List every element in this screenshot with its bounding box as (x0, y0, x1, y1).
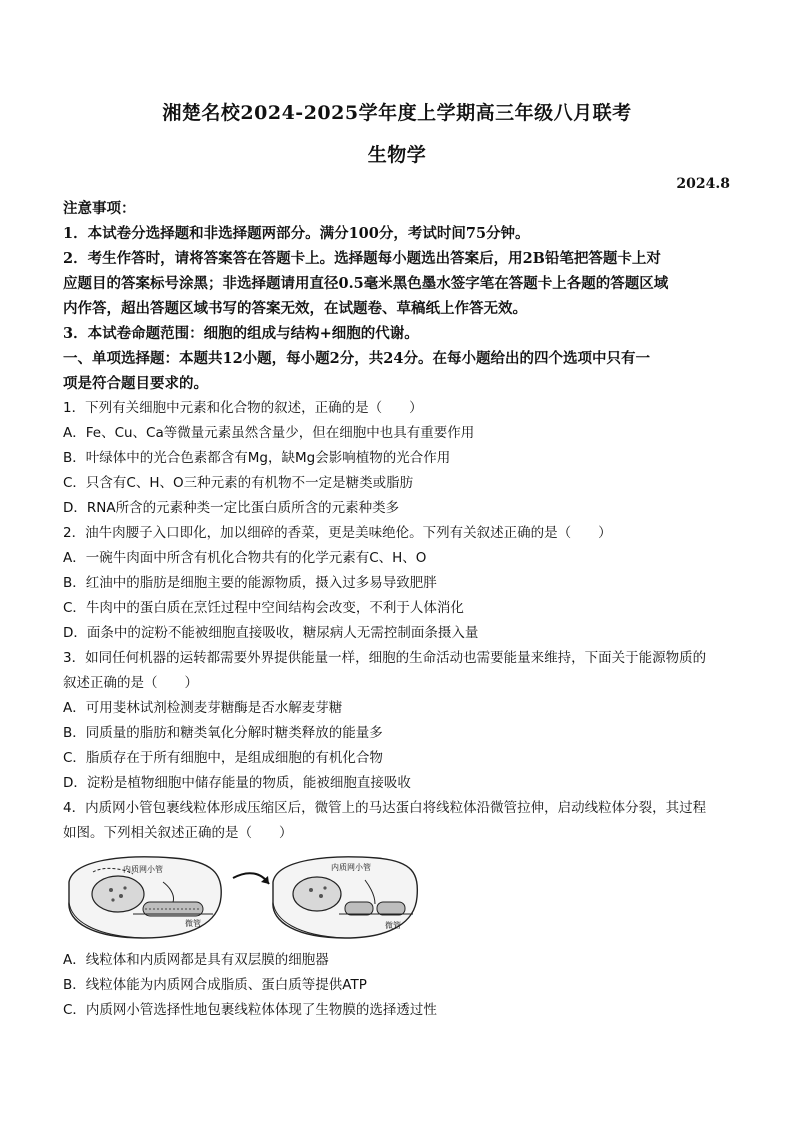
microtubule-label-right: 微管 (385, 921, 401, 930)
section-heading: 一、单项选择题：本题共12小题，每小题2分，共24分。在每小题给出的四个选项中只有一 (63, 350, 650, 367)
microtubule-label-left: 微管 (185, 919, 201, 928)
notice-item: 应题目的答案标号涂黑；非选择题请用直径0.5毫米黑色墨水签字笔在答题卡上各题的答题区域 (63, 275, 669, 292)
question-option: B．叶绿体中的光合色素都含有Mg，缺Mg会影响植物的光合作用 (63, 450, 451, 466)
question-option: C．只含有C、H、O三种元素的有机物不一定是糖类或脂肪 (63, 475, 414, 491)
notice-item: 3．本试卷命题范围：细胞的组成与结构+细胞的代谢。 (63, 325, 419, 342)
notice-heading: 注意事项： (63, 200, 136, 217)
question-option: C．内质网小管选择性地包裹线粒体体现了生物膜的选择透过性 (63, 1002, 437, 1018)
notice-section (63, 196, 731, 396)
question-option: A．线粒体和内质网都是具有双层膜的细胞器 (63, 952, 329, 968)
question-stem-cont: 如图。下列相关叙述正确的是（ ） (63, 825, 293, 841)
notice-item: 2．考生作答时，请将答案答在答题卡上。选择题每小题选出答案后，用2B铅笔把答题卡上对 (63, 250, 661, 267)
exam-title: 湘楚名校2024-2025学年度上学期高三年级八月联考 (162, 102, 632, 124)
question-stem: 1．下列有关细胞中元素和化合物的叙述，正确的是（ ） (63, 400, 423, 416)
notice-item: 1．本试卷分选择题和非选择题两部分。满分100分，考试时间75分钟。 (63, 225, 530, 242)
question-stem-cont: 叙述正确的是（ ） (63, 675, 198, 691)
notice-item: 内作答，超出答题区域书写的答案无效，在试题卷、草稿纸上作答无效。 (63, 300, 527, 317)
exam-date: 2024.8 (676, 176, 730, 192)
mitochondria-division-figure (63, 852, 423, 944)
question-option: B．同质量的脂肪和糖类氧化分解时糖类释放的能量多 (63, 725, 383, 741)
question-stem: 3．如同任何机器的运转都需要外界提供能量一样，细胞的生命活动也需要能量来维持，下面关于能源物质的 (63, 650, 707, 666)
questions-block (63, 396, 731, 846)
er-tubule-label-left: 内质网小管 (123, 865, 163, 874)
question-stem: 2．油牛肉腰子入口即化，加以细碎的香菜，更是美味绝伦。下列有关叙述正确的是（ ） (63, 525, 612, 541)
figure-svg (63, 852, 423, 944)
question-option: C．牛肉中的蛋白质在烹饪过程中空间结构会改变，不利于人体消化 (63, 600, 464, 616)
question-option: A．Fe、Cu、Ca等微量元素虽然含量少，但在细胞中也具有重要作用 (63, 425, 475, 441)
question-option: A．可用斐林试剂检测麦芽糖酶是否水解麦芽糖 (63, 700, 343, 716)
question4-options (63, 948, 731, 1023)
subject-title: 生物学 (367, 144, 427, 166)
question-option: B．线粒体能为内质网合成脂质、蛋白质等提供ATP (63, 977, 367, 993)
question-option: C．脂质存在于所有细胞中，是组成细胞的有机化合物 (63, 750, 383, 766)
question-option: B．红油中的脂肪是细胞主要的能源物质，摄入过多易导致肥胖 (63, 575, 437, 591)
question-option: A．一碗牛肉面中所含有机化合物共有的化学元素有C、H、O (63, 550, 427, 566)
question-stem: 4．内质网小管包裹线粒体形成压缩区后，微管上的马达蛋白将线粒体沿微管拉伸，启动线粒体分裂，其过程 (63, 800, 707, 816)
section-heading-cont: 项是符合题目要求的。 (63, 375, 208, 392)
question-option: D．淀粉是植物细胞中储存能量的物质，能被细胞直接吸收 (63, 775, 411, 791)
er-tubule-label-right: 内质网小管 (331, 863, 371, 872)
question-option: D．面条中的淀粉不能被细胞直接吸收，糖尿病人无需控制面条摄入量 (63, 625, 479, 641)
question-option: D．RNA所含的元素种类一定比蛋白质所含的元素种类多 (63, 500, 400, 516)
